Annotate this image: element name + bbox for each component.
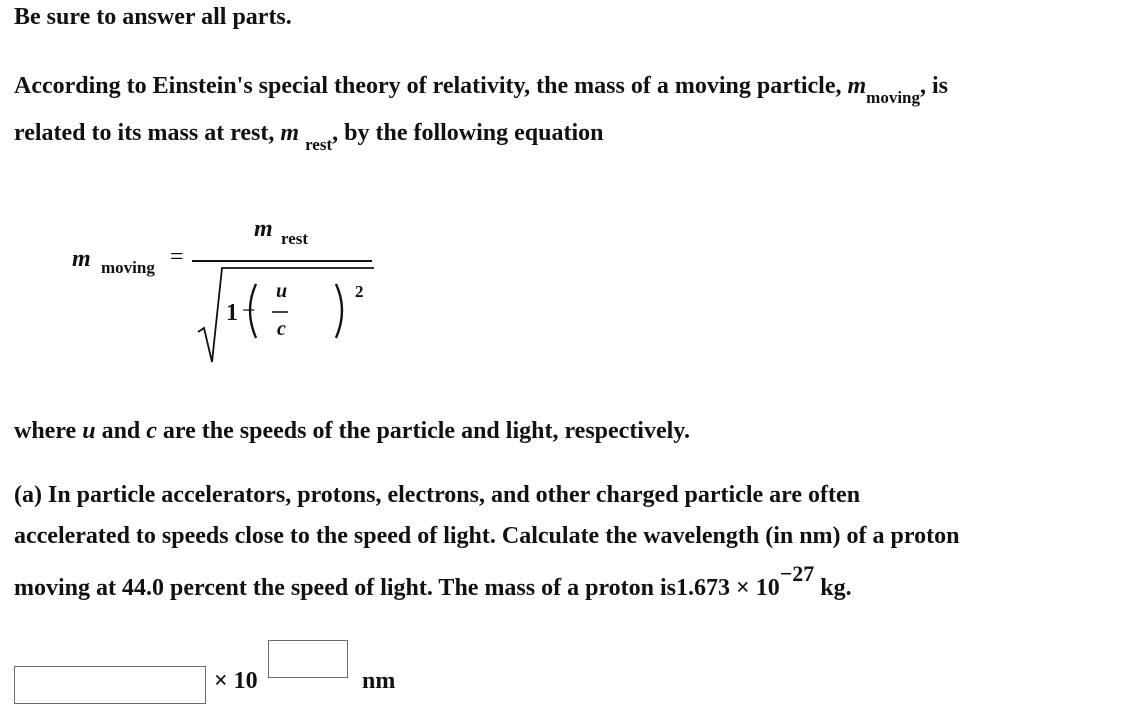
part-a-line3-prefix: moving at 44.0 percent the speed of light. The mass of a proton is (14, 575, 677, 601)
eq-lhs-subscript: moving (101, 258, 155, 277)
where-and: and (101, 418, 141, 444)
comma: , (920, 73, 926, 99)
eq-one: 1 (226, 300, 238, 326)
eq-fraction-bar (192, 260, 372, 262)
part-a-line2: accelerated to speeds close to the speed of light. Calculate the wavelength (in nm) of a proton (14, 523, 960, 549)
times-ten-label: × 10 (214, 668, 258, 694)
where-suffix: are the speeds of the particle and light, respectively. (162, 418, 690, 444)
m-symbol: m (280, 120, 300, 146)
answer-exponent-input[interactable] (268, 640, 348, 678)
where-prefix: where (14, 418, 77, 444)
comma: , (332, 120, 339, 146)
moving-subscript: moving (866, 88, 920, 107)
eq-numerator-subscript: rest (281, 229, 309, 248)
instruction-text: Be sure to answer all parts. (14, 4, 292, 30)
part-a-line3 (14, 561, 852, 602)
eq-u: u (276, 280, 288, 302)
intro-line2-suffix: by the following equation (344, 120, 604, 146)
eq-numerator-m: m (254, 216, 273, 242)
answer-unit-label: nm (362, 668, 396, 694)
part-a-line1: (a) In particle accelerators, protons, electrons, and other charged particle are often (14, 482, 861, 508)
eq-c: c (277, 318, 286, 340)
answer-mantissa-input[interactable] (14, 666, 206, 704)
eq-minus: − (242, 298, 256, 324)
where-sentence (14, 418, 690, 445)
eq-lhs-m: m (72, 246, 91, 272)
intro-line2-prefix: related to its mass at rest, (14, 120, 275, 146)
rest-subscript: rest (305, 135, 333, 154)
u-symbol: u (82, 418, 96, 444)
intro-line2 (14, 120, 604, 154)
eq-equals: = (170, 244, 184, 270)
intro-line1-prefix: According to Einstein's special theory of relativity, the mass of a moving particle, (14, 73, 842, 99)
c-symbol: c (146, 418, 157, 444)
intro-line1-suffix: is (932, 73, 949, 99)
proton-mass-unit: kg. (820, 575, 852, 601)
intro-line1 (14, 73, 949, 107)
proton-mass-mantissa: 1.673 × 10 (676, 575, 780, 601)
eq-exponent: 2 (355, 282, 364, 301)
m-symbol: m (847, 73, 867, 99)
proton-mass-exponent: −27 (779, 561, 815, 586)
